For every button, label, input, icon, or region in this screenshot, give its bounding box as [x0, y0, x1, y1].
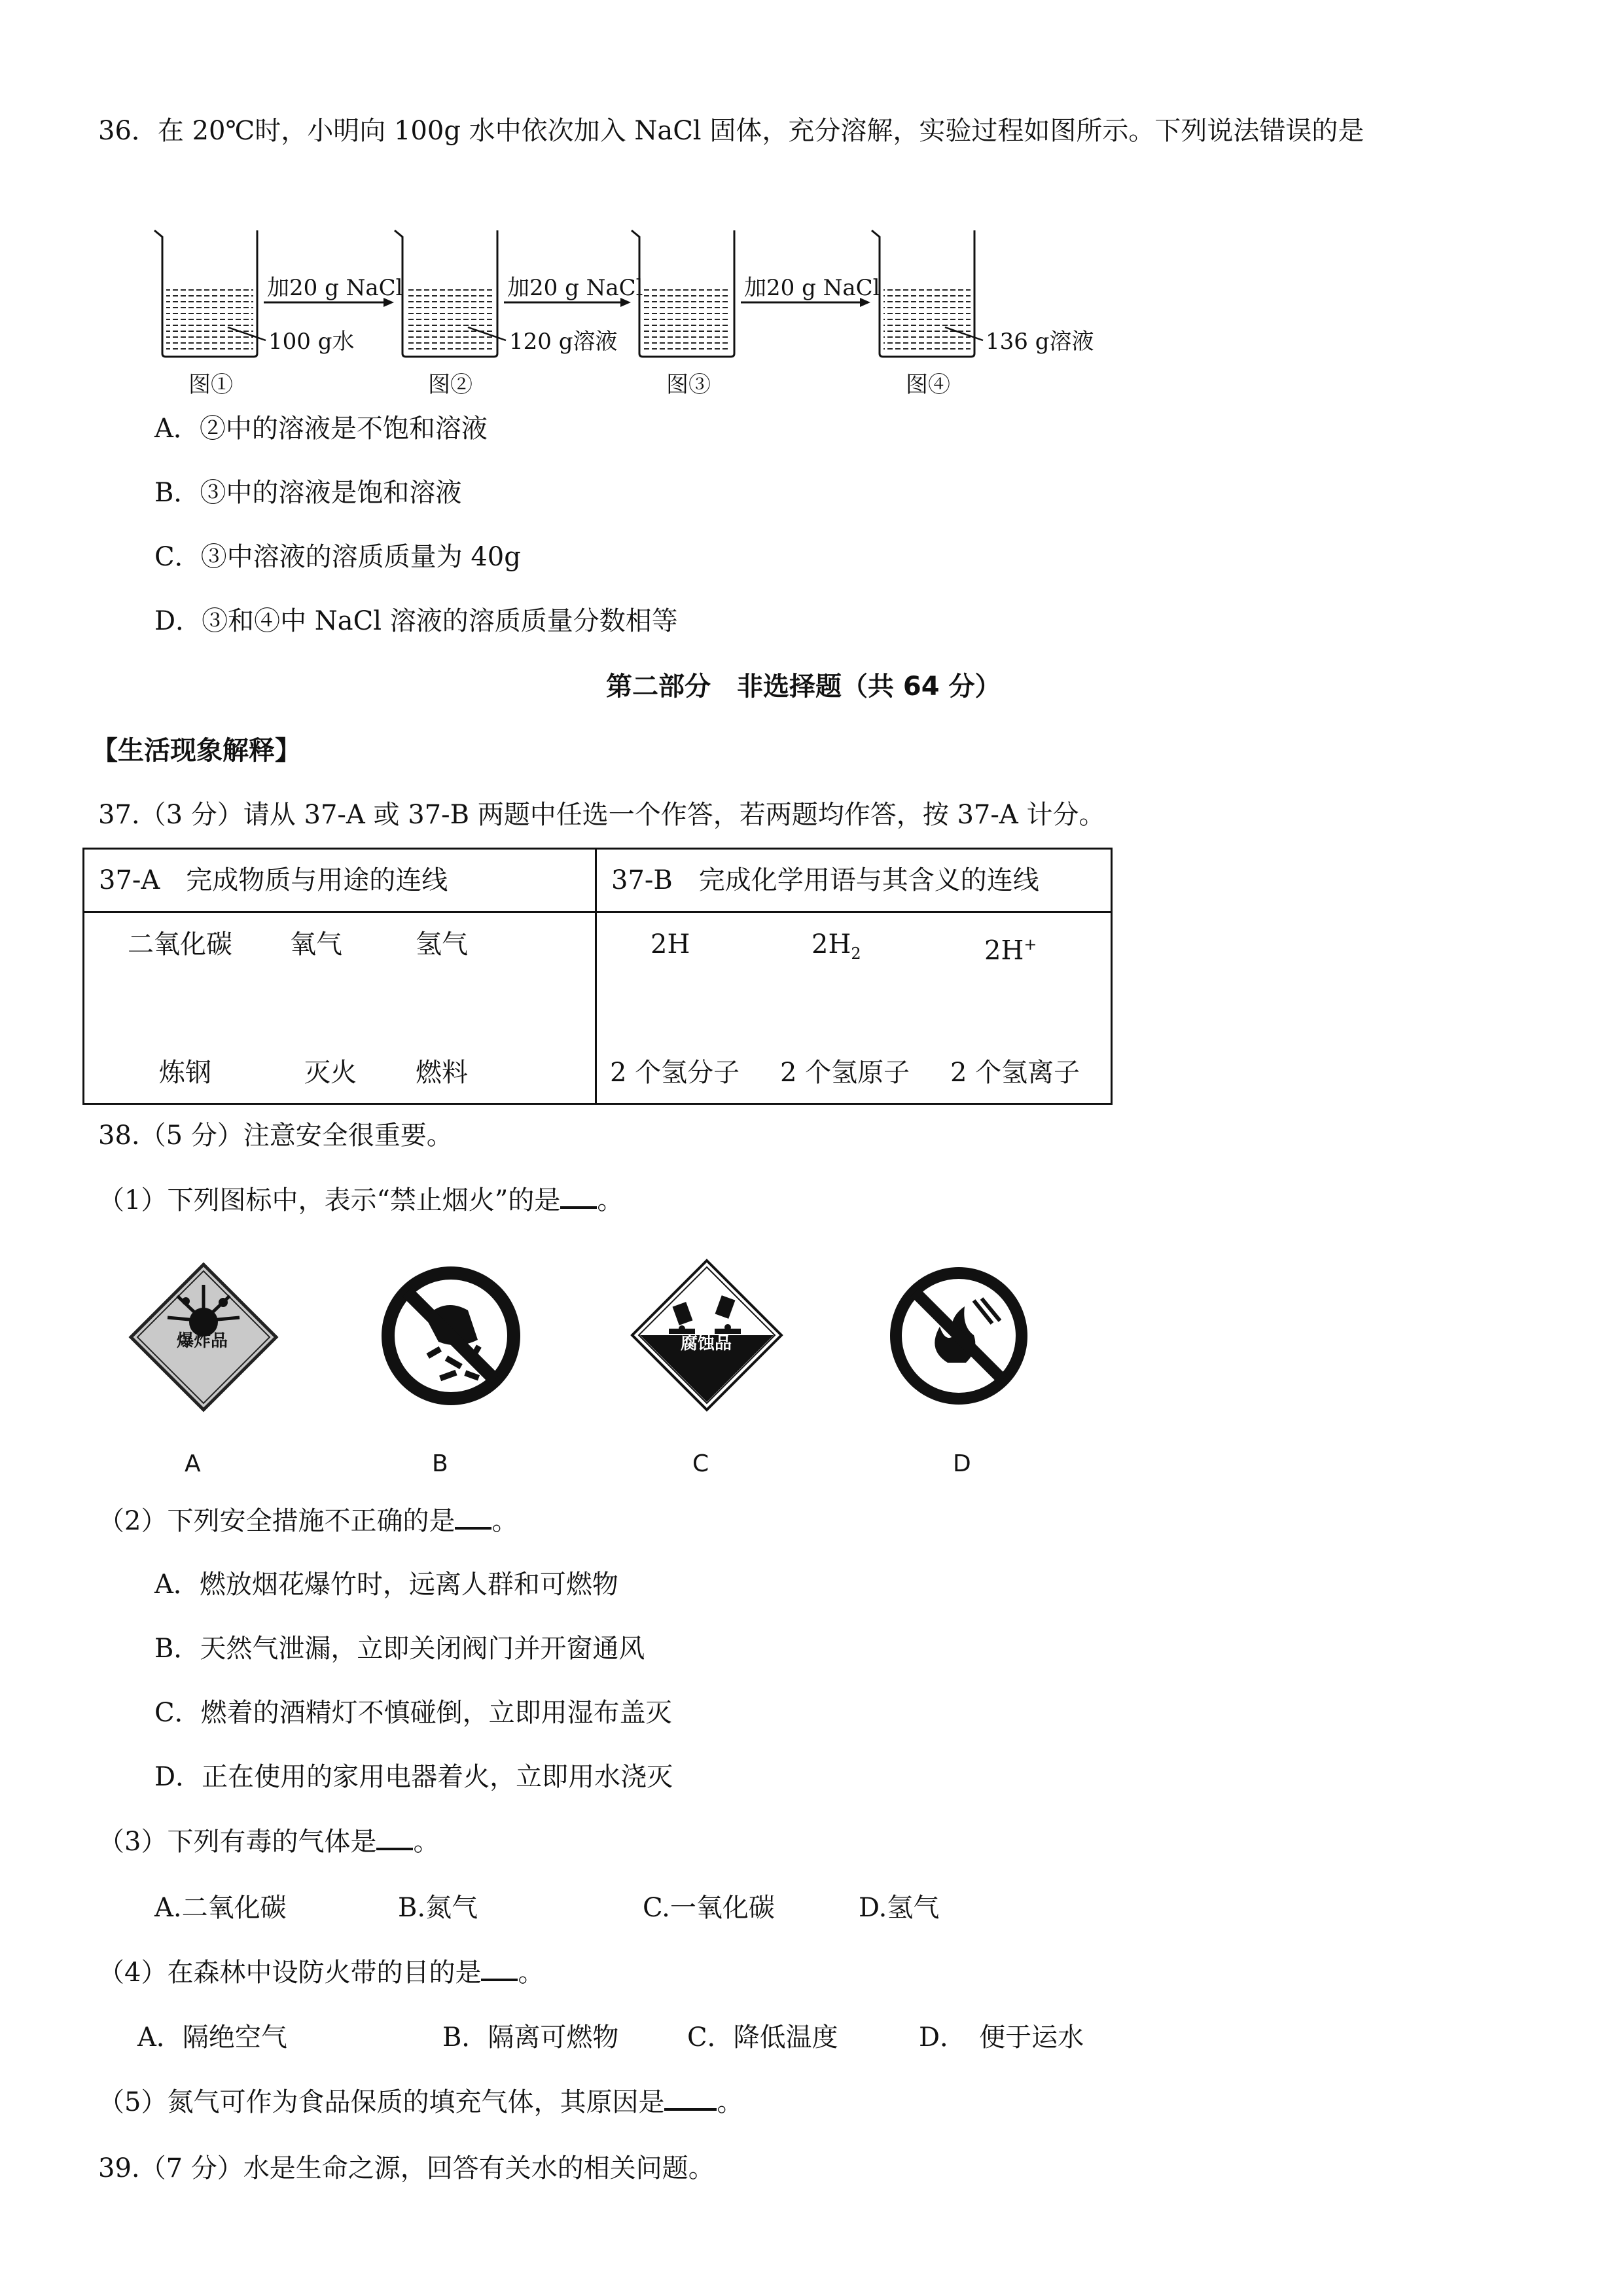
q38-p4-option-b: B．隔离可燃物 [442, 2022, 619, 2053]
q37a-item-co2: 二氧化碳 [128, 929, 232, 960]
arrow-label-2: 加20 g NaCl [507, 275, 643, 301]
explosive-label: 爆炸品 [177, 1331, 228, 1351]
q38-p3-end: 。 [413, 1827, 440, 1857]
q38-p1-end: 。 [597, 1185, 624, 1215]
q37b-symbol-2h: 2H [651, 929, 690, 960]
q37a-use-steel: 炼钢 [159, 1058, 211, 1088]
beaker-1 [154, 230, 257, 357]
q37b-symbol-2h2 [812, 929, 861, 969]
q37a-use-fire: 灭火 [304, 1058, 357, 1088]
q38-p2-option-a: A．燃放烟花爆竹时，远离人群和可燃物 [154, 1570, 618, 1600]
beaker-2 [395, 230, 497, 357]
q38-part1 [98, 1184, 623, 1216]
q37b-symbol-2hplus [984, 929, 1037, 966]
q38-p2-text: （2）下列安全措施不正确的是 [98, 1506, 455, 1536]
q38-p3-option-c: C.一氧化碳 [643, 1893, 775, 1923]
beaker-note-4: 136 g溶液 [986, 329, 1094, 355]
q36-stem: 36．在 20℃时，小明向 100g 水中依次加入 NaCl 固体，充分溶解，实验过程如图所示。下列说法错误的是 [98, 116, 1364, 146]
beaker-note-2: 120 g溶液 [509, 329, 618, 355]
arrow-label-3: 加20 g NaCl [744, 275, 880, 301]
q38-p2-blank[interactable] [455, 1505, 491, 1530]
q37b-meaning-ions: 2 个氢离子 [950, 1058, 1080, 1088]
q38-stem: 38.（5 分）注意安全很重要。 [98, 1121, 453, 1151]
q36-option-a: A．②中的溶液是不饱和溶液 [154, 414, 488, 444]
caption-2: 图② [428, 372, 473, 398]
q38-p4-option-d: D． 便于运水 [919, 2022, 1084, 2053]
caption-4: 图④ [906, 372, 950, 398]
q38-p4-option-c: C．降低温度 [687, 2022, 838, 2053]
q38-p2-option-c: C．燃着的酒精灯不慎碰倒，立即用湿布盖灭 [154, 1698, 672, 1728]
q37b-2h2-sub: 2 [851, 944, 861, 963]
sign-letter-d: D [953, 1450, 971, 1477]
sign-letter-a: A [185, 1450, 201, 1477]
q37b-meaning-atoms: 2 个氢原子 [780, 1058, 910, 1088]
q36-option-b: B．③中的溶液是饱和溶液 [154, 478, 462, 508]
caption-1: 图① [188, 372, 233, 398]
q38-p5-blank[interactable] [664, 2086, 717, 2111]
caption-3: 图③ [666, 372, 711, 398]
q38-p1-text: （1）下列图标中，表示“禁止烟火”的是 [98, 1185, 561, 1215]
beaker-4 [872, 230, 974, 357]
q38-p2-end: 。 [491, 1506, 518, 1536]
q37-table [82, 848, 1113, 1105]
sign-letter-c: C [692, 1450, 709, 1477]
part2-title: 第二部分 非选择题（共 64 分） [606, 672, 1001, 702]
q37b-header: 37-B 完成化学用语与其含义的连线 [611, 865, 1039, 895]
q37b-2hplus-base: 2H [984, 935, 1024, 966]
q37b-header-cell [596, 849, 1112, 912]
sign-letter-b: B [432, 1450, 448, 1477]
q38-p3-blank[interactable] [376, 1825, 413, 1850]
q37b-2h2-base: 2H [812, 929, 851, 960]
beaker-note-1: 100 g水 [268, 329, 355, 355]
q38-p3-option-b: B.氮气 [398, 1893, 478, 1923]
q38-p4-text: （4）在森林中设防火带的目的是 [98, 1958, 482, 1988]
q37a-item-o2: 氧气 [290, 929, 342, 960]
q37a-header: 37-A 完成物质与用途的连线 [99, 865, 448, 895]
q38-p5-end: 。 [717, 2087, 743, 2117]
q37b-body [596, 912, 1112, 1104]
q37b-meaning-molecules: 2 个氢分子 [610, 1058, 740, 1088]
q36-figure [149, 223, 1118, 399]
q38-p3-option-a: A.二氧化碳 [154, 1893, 287, 1923]
arrow-label-1: 加20 g NaCl [267, 275, 403, 301]
q38-p4-option-a: A．隔绝空气 [137, 2022, 287, 2053]
q38-part5 [98, 2086, 743, 2118]
q38-p3-option-d: D.氢气 [859, 1893, 940, 1923]
q38-p3-text: （3）下列有毒的气体是 [98, 1827, 377, 1857]
q38-part3 [98, 1825, 439, 1857]
no-fire-sign-icon [887, 1265, 1030, 1407]
q36-option-c: C．③中溶液的溶质质量为 40g [154, 542, 521, 572]
q37b-2hplus-sup: + [1024, 935, 1037, 954]
section-title: 【生活现象解释】 [92, 736, 301, 766]
corrosive-label: 腐蚀品 [681, 1334, 732, 1354]
q37a-item-h2: 氢气 [416, 929, 468, 960]
q38-p4-end: 。 [518, 1958, 544, 1988]
q38-p4-blank[interactable] [481, 1956, 518, 1981]
q38-p2-option-d: D．正在使用的家用电器着火，立即用水浇灭 [154, 1762, 673, 1792]
q37a-use-fuel: 燃料 [416, 1058, 468, 1088]
q36-option-d: D．③和④中 NaCl 溶液的溶质质量分数相等 [154, 606, 678, 636]
beaker-3 [632, 230, 734, 357]
no-smoking-sign-icon [380, 1265, 522, 1407]
q38-p5-text: （5）氮气可作为食品保质的填充气体，其原因是 [98, 2087, 665, 2117]
q37-stem: 37.（3 分）请从 37-A 或 37-B 两题中任选一个作答，若两题均作答，按 37-A 计分。 [98, 800, 1105, 830]
q39-stem: 39.（7 分）水是生命之源，回答有关水的相关问题。 [98, 2153, 715, 2183]
q38-part2 [98, 1505, 518, 1537]
q37a-body [84, 912, 596, 1104]
q37a-header-cell [84, 849, 596, 912]
q38-p1-blank[interactable] [560, 1184, 597, 1209]
q38-part4 [98, 1956, 544, 1988]
q38-p2-option-b: B．天然气泄漏，立即关闭阀门并开窗通风 [154, 1634, 645, 1664]
